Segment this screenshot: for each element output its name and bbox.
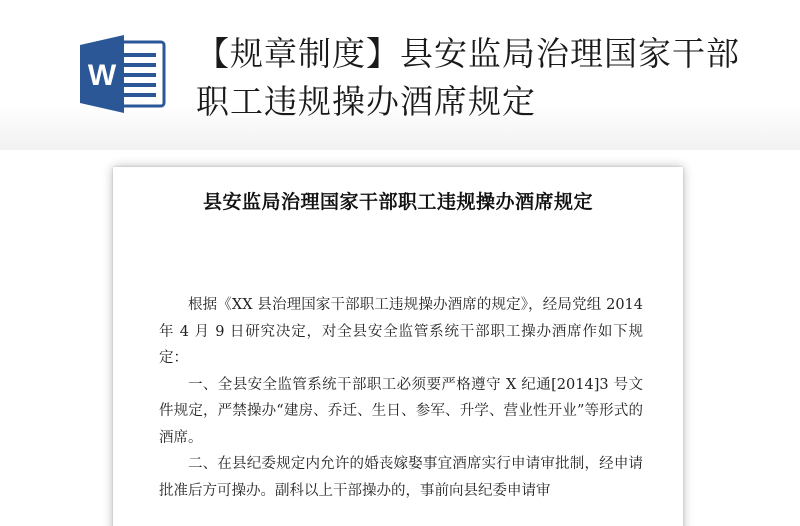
document-title: 县安监局治理国家干部职工违规操办酒席规定 (202, 191, 593, 213)
paragraph-rule-1: 一、全县安全监管系统干部职工必须要严格遵守 X 纪通[2014]3 号文件规定，严禁操办“建房、乔迁、生日、参军、升学、营业性开业”等形式的酒席。 (159, 376, 643, 446)
word-document-icon (78, 33, 166, 115)
word-icon-letter: W (87, 59, 117, 92)
paragraph-rule-2: 二、在县纪委规定内允许的婚丧嫁娶事宜酒席实行申请审批制，经申请批准后方可操办。副科以上干部操办的，事前向县纪委申请审 (159, 456, 643, 499)
document-page (113, 167, 683, 526)
header-banner (0, 0, 800, 150)
paragraph-intro: 根据《XX 县治理国家干部职工违规操办酒席的规定》，经局党组 2014 年 4 月 9 日研究决定，对全县安全监管系统干部职工操办酒席作如下规定： (159, 297, 643, 366)
banner-title: 【规章制度】县安监局治理国家干部职工违规操办酒席规定 (196, 34, 740, 121)
document-body (159, 292, 643, 504)
